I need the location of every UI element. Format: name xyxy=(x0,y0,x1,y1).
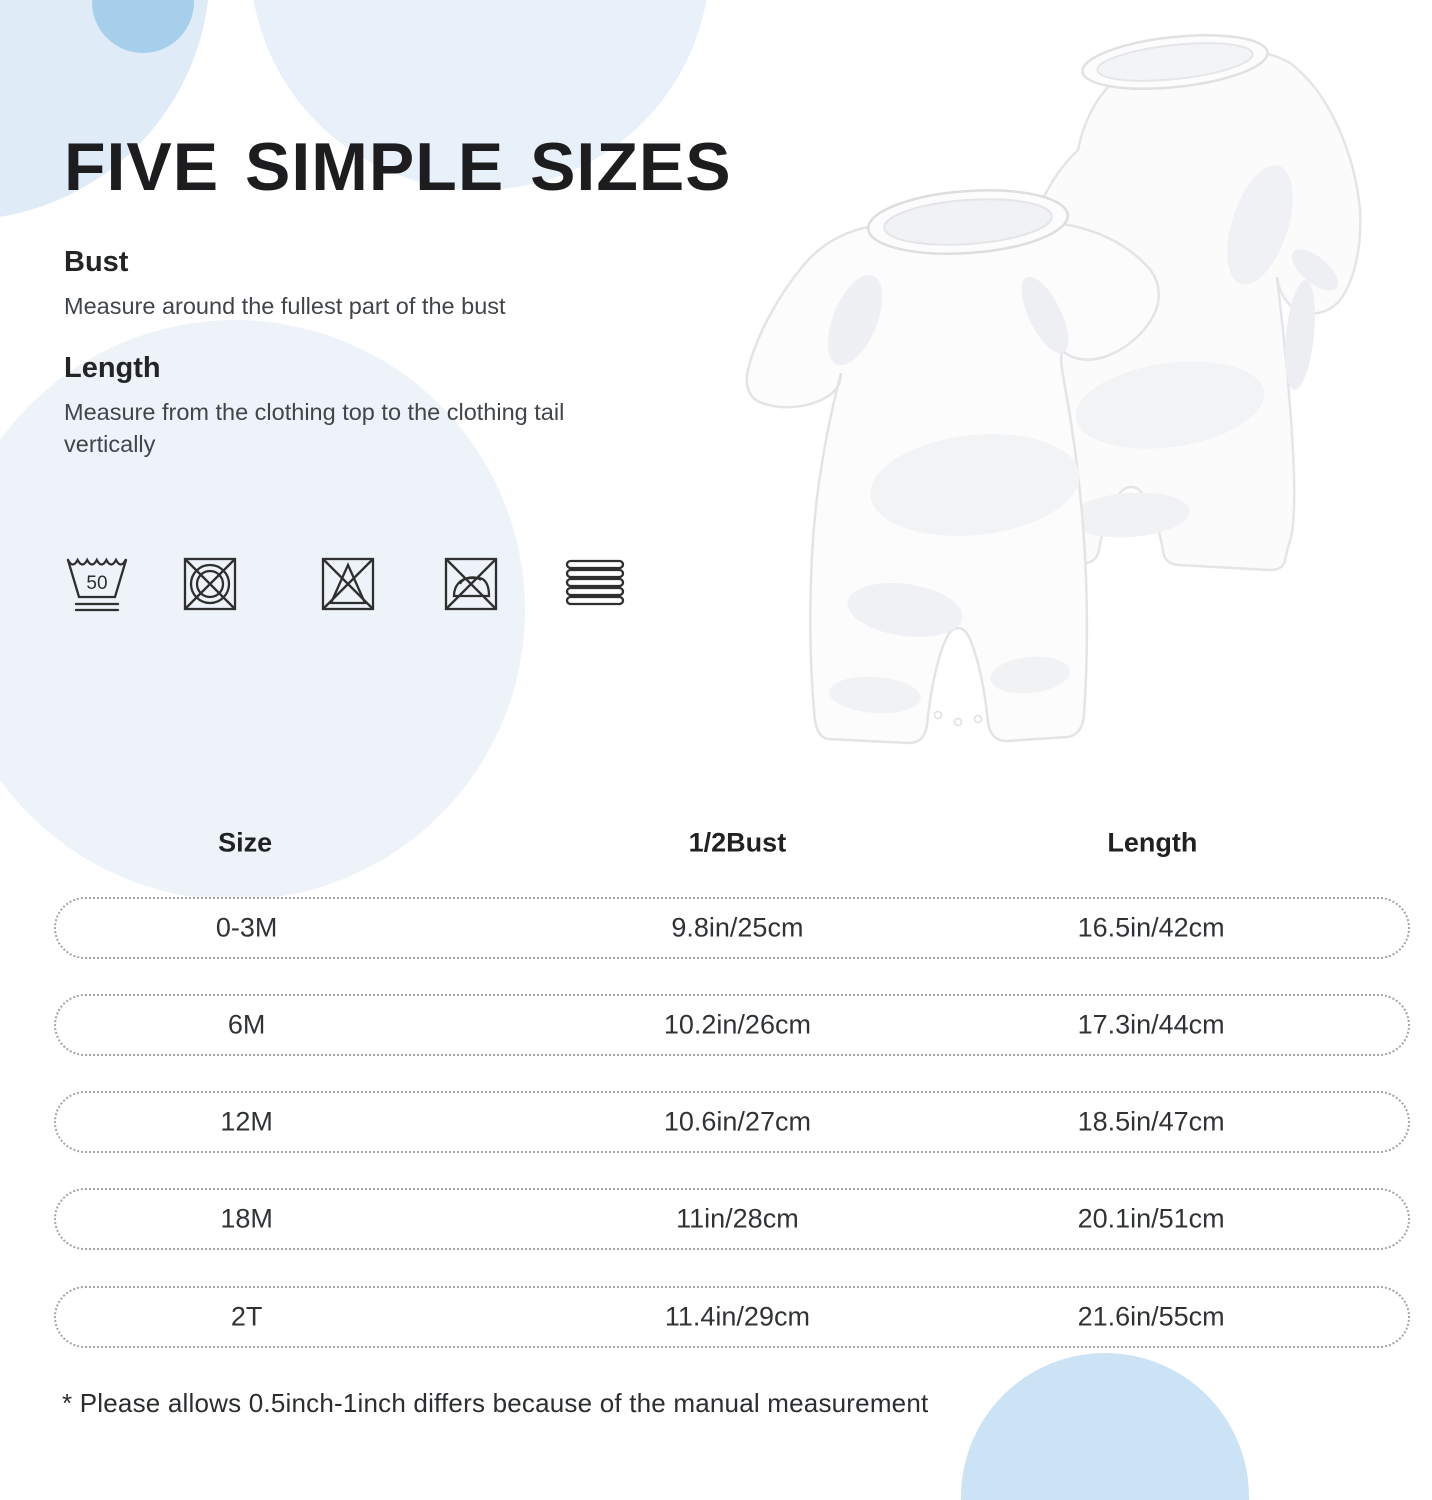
wash-at-50-icon xyxy=(64,552,130,614)
row-size: 0-3M xyxy=(215,912,278,943)
row-length: 21.6in/55cm xyxy=(1077,1301,1225,1332)
row-length: 17.3in/44cm xyxy=(1077,1009,1225,1040)
table-row xyxy=(54,1286,1410,1348)
row-half-bust: 11in/28cm xyxy=(676,1203,799,1234)
wash-temperature-label: 50 xyxy=(86,573,108,594)
row-size: 12M xyxy=(220,1106,273,1137)
row-size: 6M xyxy=(227,1009,266,1040)
header-cell-size: Size xyxy=(218,827,273,858)
product-images xyxy=(700,15,1395,760)
header-cell-length: Length xyxy=(1107,827,1198,858)
length-heading: Length xyxy=(64,352,161,384)
do-not-tumble-dry-icon xyxy=(182,552,238,614)
table-row xyxy=(54,1188,1410,1250)
length-description: Measure from the clothing top to the clothing tail vertically xyxy=(64,399,565,458)
row-half-bust: 9.8in/25cm xyxy=(671,912,804,943)
row-half-bust: 10.6in/27cm xyxy=(663,1106,811,1137)
row-size: 18M xyxy=(220,1203,273,1234)
decor-circle-bottomright xyxy=(961,1353,1249,1500)
row-length: 16.5in/42cm xyxy=(1077,912,1225,943)
table-row xyxy=(54,994,1410,1056)
dry-flat-icon xyxy=(563,552,627,614)
row-length: 20.1in/51cm xyxy=(1077,1203,1225,1234)
bust-description: Measure around the fullest part of the bust xyxy=(64,293,506,319)
do-not-bleach-icon xyxy=(320,552,376,614)
do-not-iron-icon xyxy=(443,552,499,614)
row-half-bust: 10.2in/26cm xyxy=(663,1009,811,1040)
bust-heading: Bust xyxy=(64,246,129,278)
page-title: FIVE SIMPLE SIZES xyxy=(64,129,732,205)
measurement-disclaimer: * Please allows 0.5inch-1inch differs because of the manual measurement xyxy=(62,1388,929,1418)
care-icons-row xyxy=(0,552,700,614)
row-length: 18.5in/47cm xyxy=(1077,1106,1225,1137)
row-half-bust: 11.4in/29cm xyxy=(664,1301,810,1332)
table-header-row xyxy=(54,822,1410,864)
row-size: 2T xyxy=(230,1301,263,1332)
table-row xyxy=(54,1091,1410,1153)
header-cell-half-bust: 1/2Bust xyxy=(688,827,787,858)
table-row xyxy=(54,897,1410,959)
